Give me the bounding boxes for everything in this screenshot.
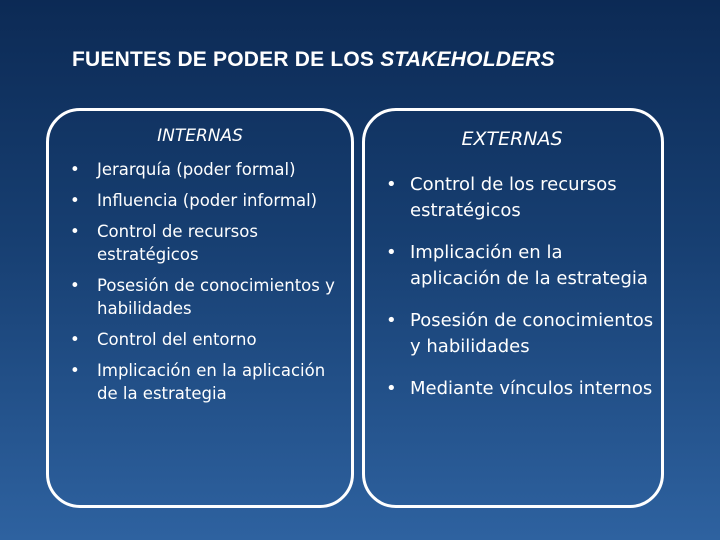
list-item: [70, 328, 340, 351]
list-item-text: Jerarquía (poder formal): [97, 160, 296, 179]
bullet-icon: •: [386, 378, 397, 399]
external-heading: EXTERNAS: [461, 128, 563, 150]
list-item-text: Control de recursos estratégicos: [97, 222, 258, 264]
list-item: [70, 359, 340, 405]
list-item-text: Control del entorno: [97, 330, 257, 349]
bullet-icon: •: [70, 160, 80, 179]
list-item: [70, 189, 340, 212]
bullet-icon: •: [70, 330, 80, 349]
bullet-icon: •: [386, 242, 397, 263]
list-item: [70, 220, 340, 266]
slide-title-emphasis: STAKEHOLDERS: [380, 48, 555, 71]
slide-title: [72, 48, 692, 72]
bullet-icon: •: [70, 222, 80, 241]
list-item-text: Influencia (poder informal): [97, 191, 318, 210]
list-item: [386, 172, 656, 224]
internal-heading: INTERNAS: [157, 126, 243, 146]
list-item: [386, 240, 656, 292]
list-item-text: Posesión de conocimientos y habilidades: [97, 276, 335, 318]
list-item: [386, 308, 656, 360]
list-item-text: Implicación en la aplicación de la estrategia: [97, 361, 326, 403]
list-item-text: Implicación en la aplicación de la estrategia: [410, 242, 648, 289]
slide-title-main: FUENTES DE PODER DE LOS: [72, 48, 381, 71]
internal-list: [70, 158, 340, 413]
bullet-icon: •: [386, 174, 397, 195]
list-item: [70, 274, 340, 320]
bullet-icon: •: [386, 310, 397, 331]
bullet-icon: •: [70, 361, 80, 380]
bullet-icon: •: [70, 191, 80, 210]
list-item: [386, 376, 656, 402]
list-item-text: Control de los recursos estratégicos: [410, 174, 617, 221]
external-list: [386, 172, 656, 418]
bullet-icon: •: [70, 276, 80, 295]
list-item: [70, 158, 340, 181]
list-item-text: Posesión de conocimientos y habilidades: [410, 310, 654, 357]
list-item-text: Mediante vínculos internos: [410, 378, 653, 399]
